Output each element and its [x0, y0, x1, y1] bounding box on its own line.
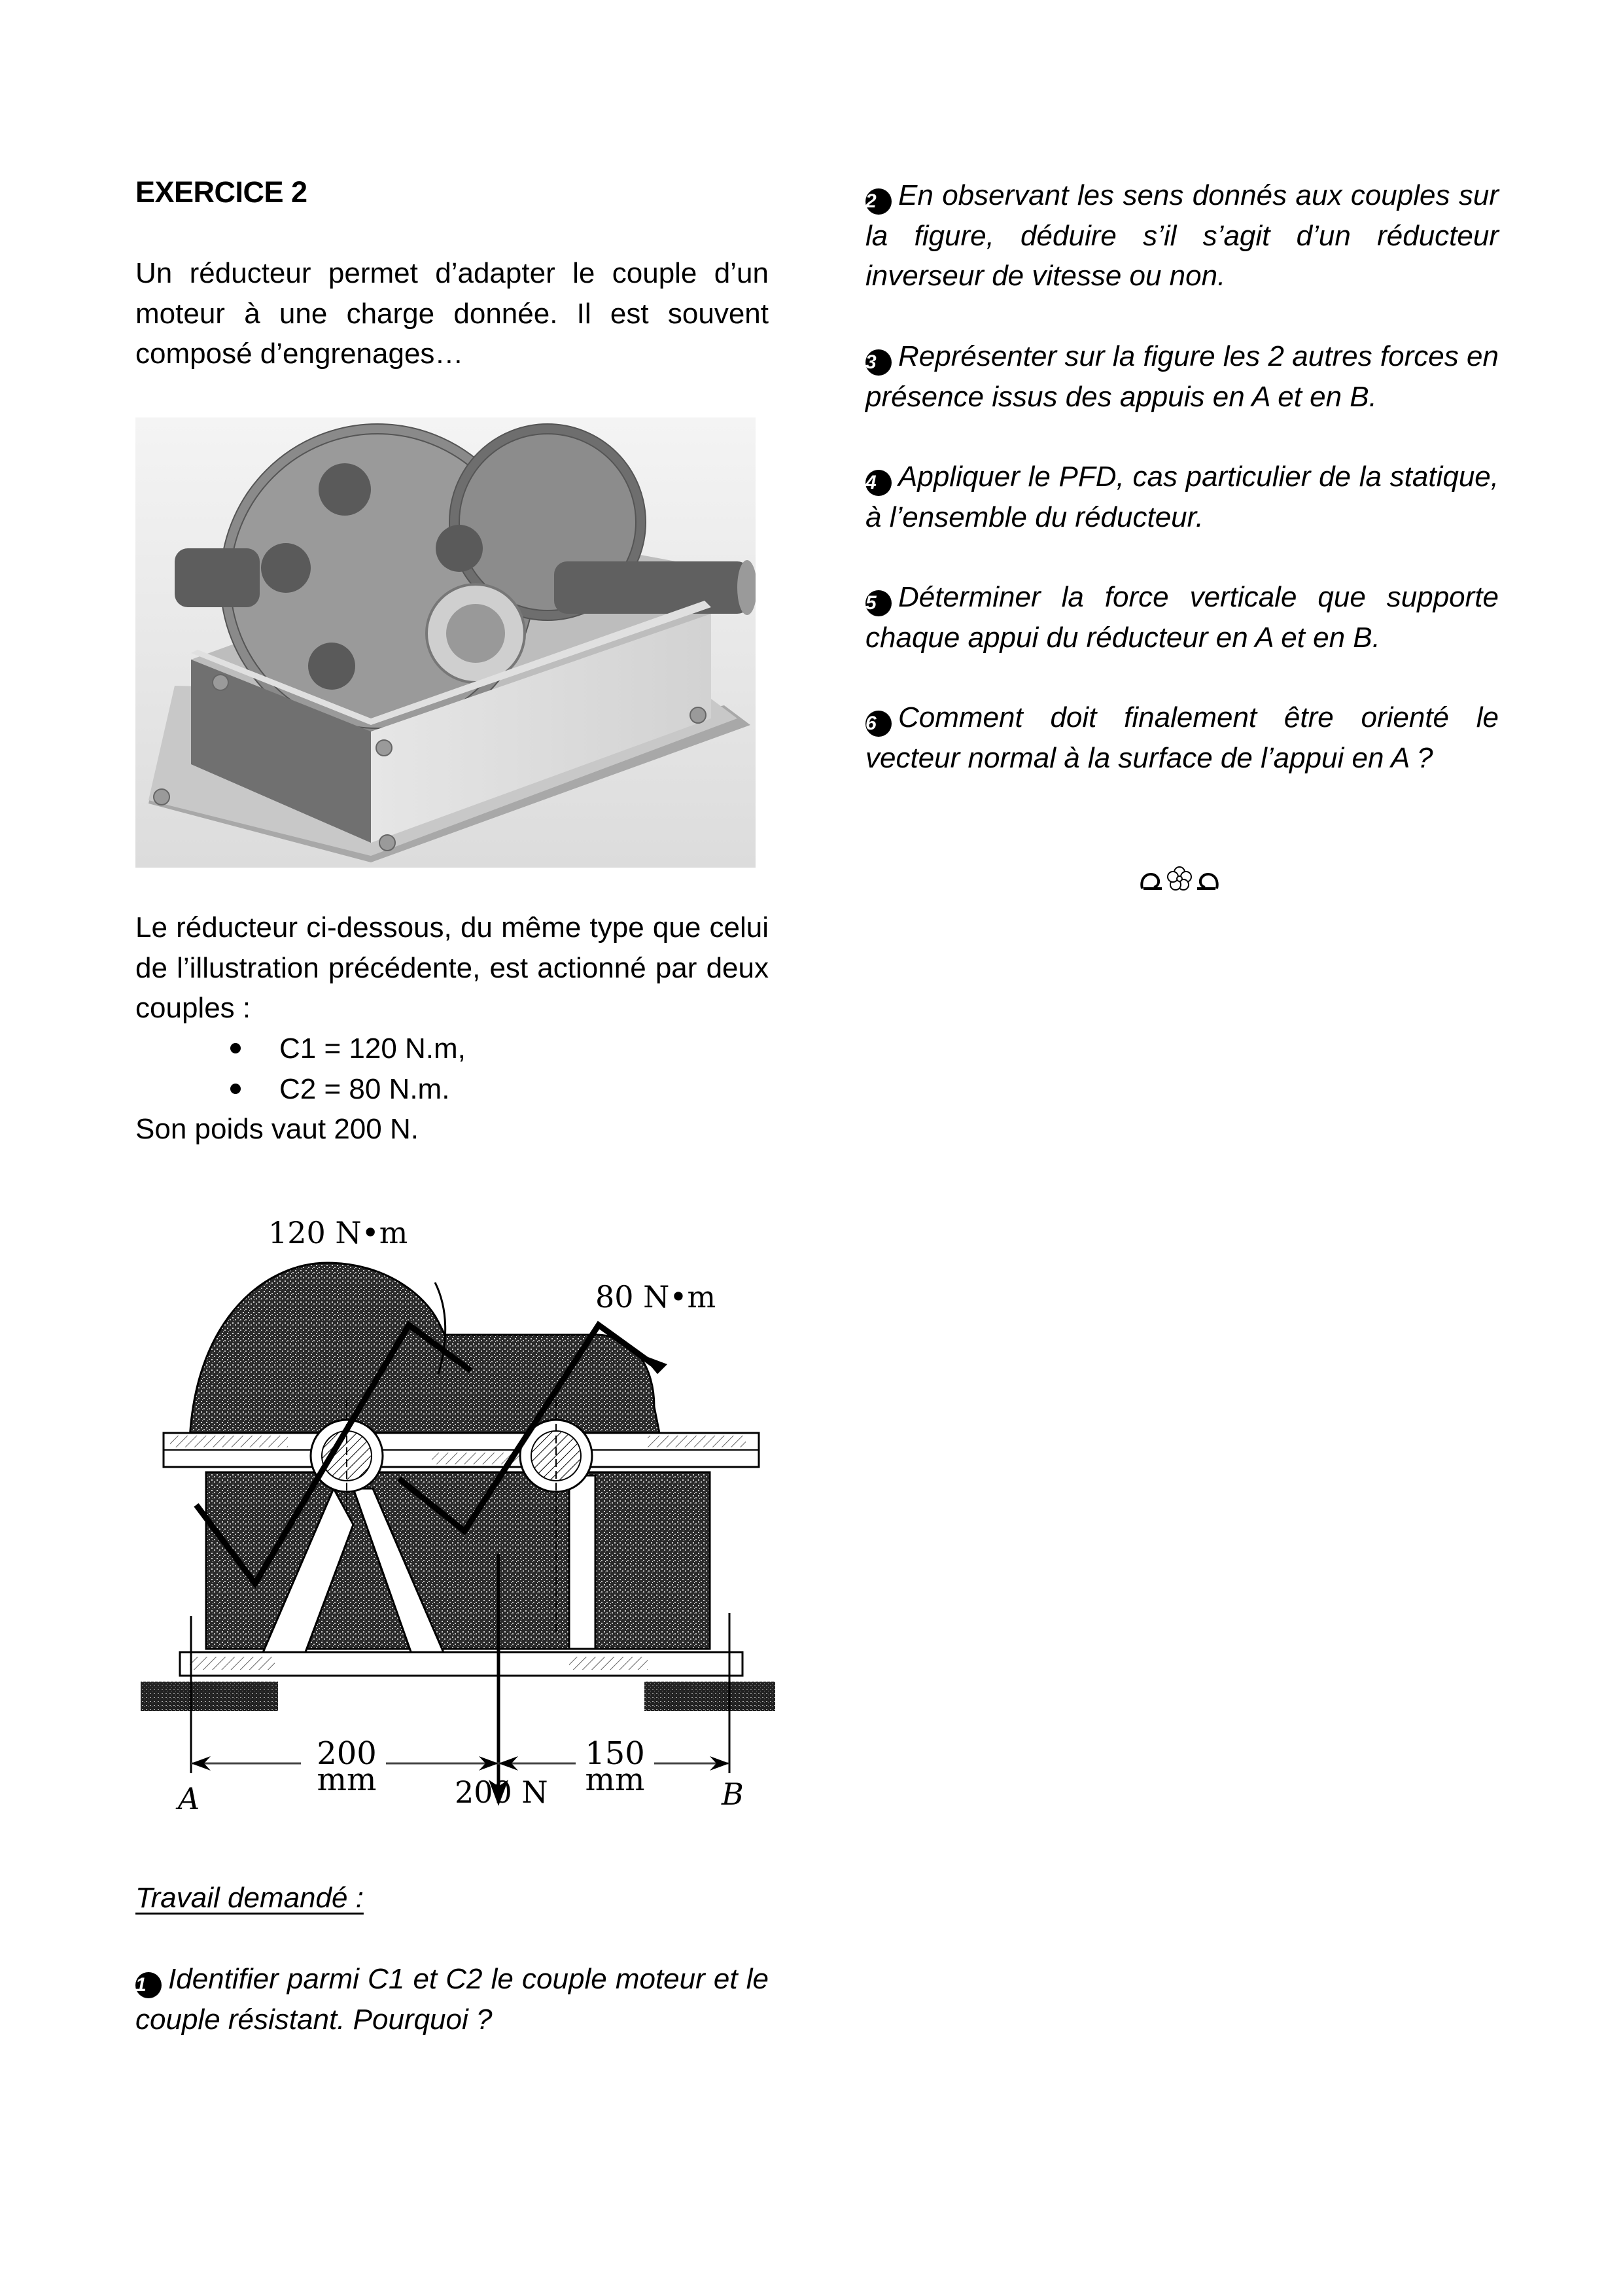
gearbox-photo-icon [135, 417, 756, 868]
number-badge-icon: 6 [865, 711, 892, 737]
question-6-text: Comment doit finalement être orienté le vecteur normal à la surface de l’appui en A ? [865, 701, 1499, 774]
support-b-label: B [722, 1776, 744, 1812]
question-2 [865, 175, 1499, 296]
dimension-150-value: 150 [585, 1735, 645, 1772]
number-badge-icon: 3 [865, 349, 892, 376]
reducer-paragraph: Le réducteur ci-dessous, du même type que celui de l’illustration précédente, est actionné par deux couples : [135, 911, 769, 1024]
couples-list [135, 1029, 769, 1109]
question-3 [865, 336, 1499, 417]
question-4 [865, 457, 1499, 537]
number-badge-icon: 5 [865, 590, 892, 616]
support-a-label: A [178, 1781, 200, 1816]
torque-label-120: 120 N•m [268, 1215, 408, 1250]
couple-item [135, 1029, 769, 1069]
question-3-text: Représenter sur la figure les 2 autres forces en présence issus des appuis en A et en B. [865, 340, 1499, 413]
weight-text: Son poids vaut 200 N. [135, 1113, 419, 1145]
number-badge-icon: 4 [865, 470, 892, 496]
couple-c1: C1 = 120 N.m, [279, 1033, 466, 1065]
support-b-ground [644, 1682, 775, 1711]
exercise-title: EXERCICE 2 [135, 175, 307, 209]
bullet-icon [230, 1084, 241, 1094]
reducer-diagram [137, 1215, 785, 1816]
question-5 [865, 577, 1499, 658]
question-6 [865, 698, 1499, 778]
question-1 [135, 1959, 769, 2040]
intro-paragraph: Un réducteur permet d’adapter le couple d’un moteur à une charge donnée. Il est souvent composé d’engrenages… [135, 257, 769, 370]
dimension-200-value: 200 [317, 1735, 377, 1772]
number-badge-icon: 1 [135, 1972, 162, 1998]
weight-force-label: 200 N [455, 1775, 548, 1810]
dimension-200-unit: mm [317, 1761, 377, 1798]
bullet-icon [230, 1043, 241, 1053]
floral-divider-icon [1137, 862, 1222, 895]
question-2-text: En observant les sens donnés aux couples sur la figure, déduire s’il s’agit d’un réducteur inverseur de vitesse ou non. [865, 179, 1499, 292]
question-1-text: Identifier parmi C1 et C2 le couple moteur et le couple résistant. Pourquoi ? [135, 1963, 769, 2036]
dimension-150-unit: mm [585, 1761, 645, 1798]
gearbox-photo [135, 417, 756, 868]
couple-c2: C2 = 80 N.m. [279, 1072, 450, 1105]
dimension-150 [576, 1735, 654, 1798]
question-5-text: Déterminer la force verticale que supporte chaque appui du réducteur en A et en B. [865, 581, 1499, 654]
question-4-text: Appliquer le PFD, cas particulier de la statique, à l’ensemble du réducteur. [865, 461, 1499, 533]
torque-label-80: 80 N•m [595, 1279, 716, 1315]
support-a-ground [141, 1682, 278, 1711]
work-heading: Travail demandé : [135, 1882, 364, 1914]
couple-item [135, 1069, 769, 1110]
number-badge-icon: 2 [865, 188, 892, 215]
dimension-200 [307, 1735, 386, 1798]
